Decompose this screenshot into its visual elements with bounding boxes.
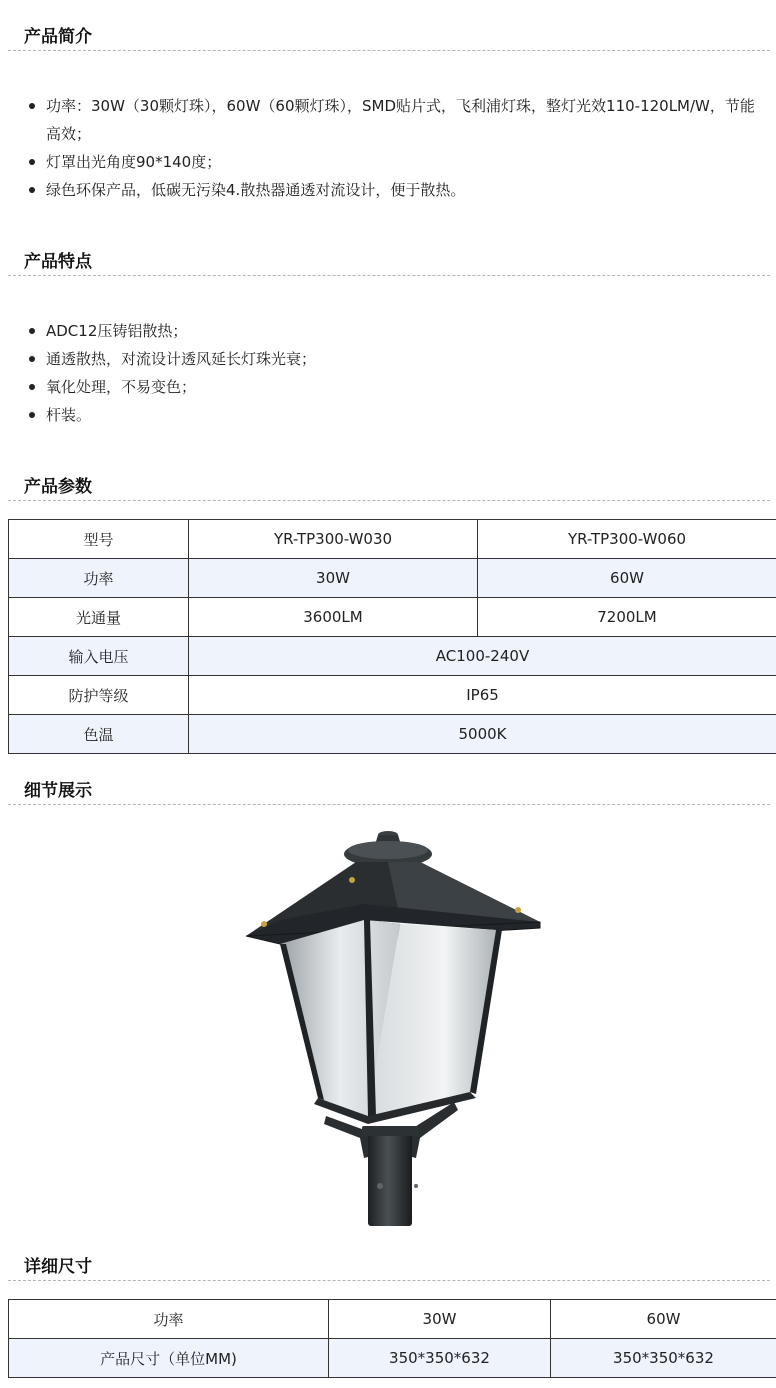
lamp-product-image — [240, 826, 544, 1228]
features-title: 产品特点 — [24, 252, 92, 272]
param-label: 光通量 — [9, 598, 189, 637]
intro-item: 功率：30W（30颗灯珠），60W（60颗灯珠），SMD贴片式，飞利浦灯珠，整灯光效110-120LM/W，节能高效； — [26, 92, 766, 148]
intro-list — [26, 92, 766, 204]
intro-divider — [8, 50, 770, 51]
params-divider — [8, 500, 770, 501]
dimension-value: 350*350*632 — [329, 1339, 551, 1378]
features-item: 杆装。 — [26, 401, 766, 429]
param-value: YR-TP300-W060 — [478, 520, 776, 559]
details-divider — [8, 804, 770, 805]
param-value: 7200LM — [478, 598, 776, 637]
table-row — [9, 715, 776, 754]
dimension-value: 30W — [329, 1300, 551, 1339]
table-row — [9, 637, 776, 676]
param-value: IP65 — [189, 676, 776, 715]
table-row — [9, 559, 776, 598]
param-value: 30W — [189, 559, 478, 598]
dimension-label: 功率 — [9, 1300, 329, 1339]
table-row — [9, 598, 776, 637]
table-row — [9, 676, 776, 715]
features-item: ADC12压铸铝散热； — [26, 317, 766, 345]
intro-title: 产品简介 — [24, 27, 92, 47]
dimension-label: 产品尺寸（单位MM) — [9, 1339, 329, 1378]
features-divider — [8, 275, 770, 276]
features-item: 氧化处理，不易变色； — [26, 373, 766, 401]
table-row — [9, 1300, 776, 1339]
dimension-value: 60W — [551, 1300, 776, 1339]
param-value: 60W — [478, 559, 776, 598]
dimension-value: 350*350*632 — [551, 1339, 776, 1378]
dimensions-divider — [8, 1280, 770, 1281]
param-value: 5000K — [189, 715, 776, 754]
intro-item: 灯罩出光角度90*140度； — [26, 148, 766, 176]
param-label: 输入电压 — [9, 637, 189, 676]
param-label: 型号 — [9, 520, 189, 559]
params-title: 产品参数 — [24, 477, 92, 497]
param-label: 色温 — [9, 715, 189, 754]
param-value: AC100-240V — [189, 637, 776, 676]
param-value: 3600LM — [189, 598, 478, 637]
dimensions-title: 详细尺寸 — [24, 1257, 92, 1277]
params-table — [8, 519, 776, 754]
table-row — [9, 1339, 776, 1378]
table-row — [9, 520, 776, 559]
intro-item: 绿色环保产品，低碳无污染4.散热器通透对流设计，便于散热。 — [26, 176, 766, 204]
dimensions-table — [8, 1299, 776, 1378]
param-value: YR-TP300-W030 — [189, 520, 478, 559]
param-label: 功率 — [9, 559, 189, 598]
features-list — [26, 317, 766, 429]
features-item: 通透散热，对流设计透风延长灯珠光衰； — [26, 345, 766, 373]
param-label: 防护等级 — [9, 676, 189, 715]
details-title: 细节展示 — [24, 781, 92, 801]
